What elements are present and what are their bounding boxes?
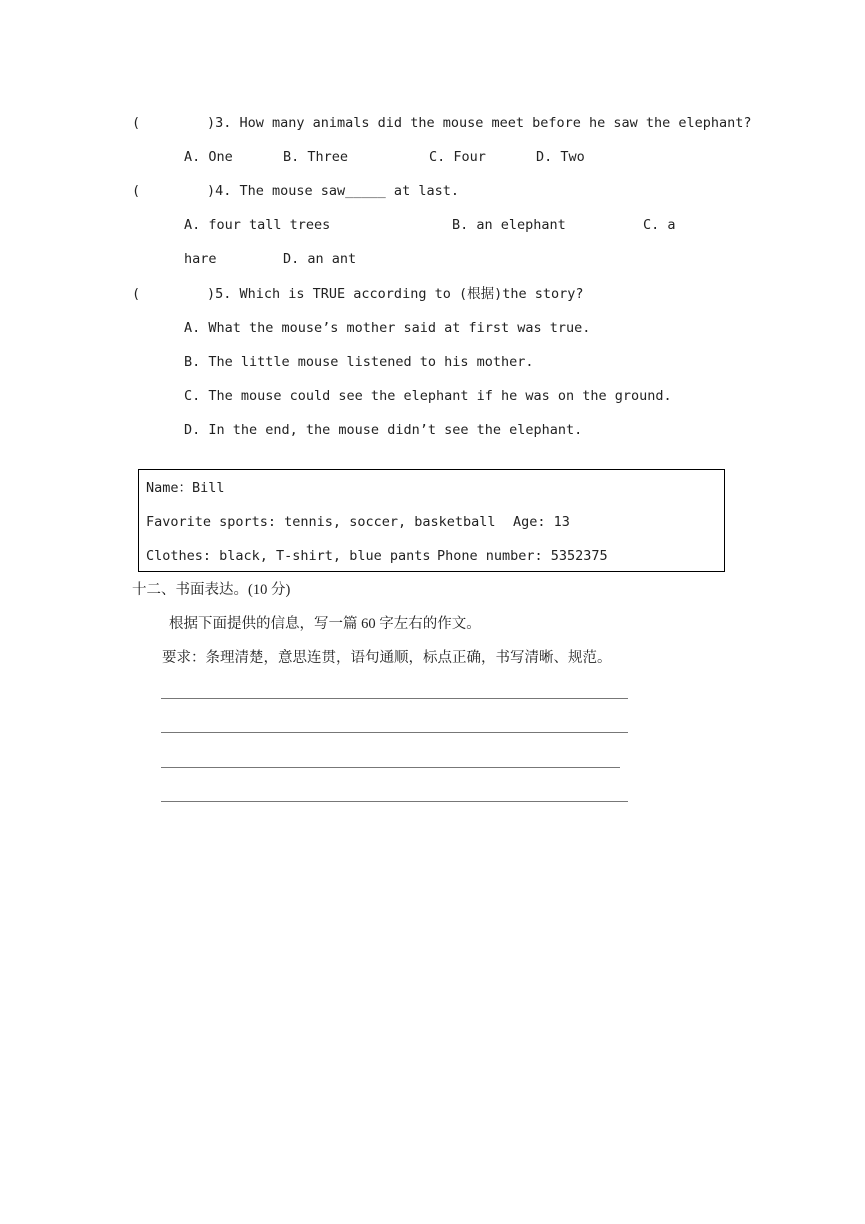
option-a: A. One: [184, 149, 233, 165]
option-d: D. an ant: [283, 251, 357, 267]
option-c: C. a: [643, 217, 676, 233]
option-b: B. Three: [283, 149, 349, 165]
option-c: C. Four: [429, 149, 486, 165]
info-phone: Phone number: 5352375: [437, 548, 608, 564]
answer-paren: (: [132, 183, 141, 199]
writing-line: [161, 801, 628, 802]
question-stem: )5. Which is TRUE according to (根据)the story?: [207, 286, 584, 302]
writing-instruction: 根据下面提供的信息，写一篇 60 字左右的作文。: [169, 616, 481, 632]
answer-paren: (: [132, 286, 141, 302]
option-a: A. What the mouse’s mother said at first was true.: [184, 320, 591, 336]
writing-line: [161, 767, 620, 768]
writing-line: [161, 698, 628, 699]
question-stem: )3. How many animals did the mouse meet before he saw the elephant?: [207, 115, 752, 131]
writing-line: [161, 732, 628, 733]
info-sports: Favorite sports: tennis, soccer, basketball: [146, 514, 496, 530]
option-b: B. The little mouse listened to his mother.: [184, 354, 534, 370]
question-stem: )4. The mouse saw_____ at last.: [207, 183, 459, 199]
info-name: Name：Bill: [146, 480, 225, 496]
option-b: B. an elephant: [452, 217, 566, 233]
info-age: Age: 13: [513, 514, 570, 530]
section-heading: 十二、书面表达。(10 分): [132, 582, 291, 598]
info-clothes: Clothes: black, T-shirt, blue pants: [146, 548, 431, 564]
writing-requirements: 要求：条理清楚，意思连贯，语句通顺，标点正确，书写清晰、规范。: [162, 650, 612, 666]
option-c: C. The mouse could see the elephant if he was on the ground.: [184, 388, 672, 404]
option-c-continued: hare: [184, 251, 217, 267]
option-d: D. In the end, the mouse didn’t see the elephant.: [184, 422, 583, 438]
option-a: A. four tall trees: [184, 217, 331, 233]
answer-paren: (: [132, 115, 141, 131]
option-d: D. Two: [536, 149, 585, 165]
